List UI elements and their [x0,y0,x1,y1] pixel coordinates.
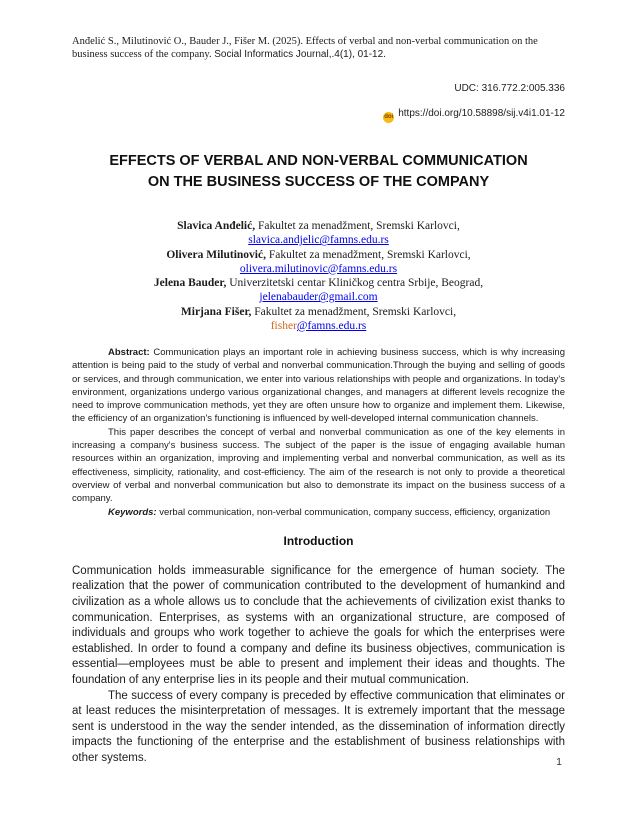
author-name: Olivera Milutinović, [166,248,266,261]
page-number: 1 [556,756,562,768]
abstract-paragraph-2: This paper describes the concept of verbal and nonverbal communication as one of the key elements in increasing a company's business success. The subject of the paper is the issue of engaging available human resources within an organization, improving and implementing verbal and nonverbal communication, as well as its effectiveness, simplicity, rationality, and cost-efficiency. The aim of the research is not only to provide a theoretical overview of verbal and nonverbal communication but also to demonstrate its impact on the business success of a company. [72,426,565,505]
abstract-paragraph-1-text: Communication plays an important role in achieving business success, which is why increasing attention is being paid to the study of verbal and nonverbal communication.Through the buying and selling of goods or services, and through communication, we enter into various relationships with people and organizations. In today's environment, organizations undergo various organizational changes, and managers at different levels recognize the need to improve communication methods, yet they are often unsure how to organize and implement them. Likewise, the efficiency of an organization's functioning is influenced by well-developed internal communication channels. [72,347,565,425]
author-name: Slavica Anđelić, [177,220,256,232]
doi-row [72,107,565,123]
keywords-text: verbal communication, non-verbal communication, company success, efficiency, organization [156,506,551,518]
author-email-row [72,262,565,276]
abstract-label: Abstract: [108,347,150,358]
abstract-paragraph-1 [72,346,565,426]
author-affiliation: Fakultet za menadžment, Sremski Karlovci, [265,248,471,261]
paper-title [72,151,565,193]
abstract-block [72,346,565,519]
author-name: Mirjana Fišer, [180,305,252,318]
header-citation [72,36,565,61]
doi-icon: doi [383,112,394,123]
paper-title-line1: EFFECTS OF VERBAL AND NON-VERBAL COMMUNICATION [109,153,528,169]
introduction-heading: Introduction [283,533,354,548]
author-email-prefix: fisher [270,319,297,332]
author-row [72,276,565,290]
author-affiliation: Univerzitetski centar Kliničkog centra Srbije, Beograd, [226,277,484,289]
author-email-link[interactable]: slavica.andjelic@famns.edu.rs [248,234,389,247]
authors-block [72,219,565,333]
author-row [72,305,565,319]
author-row [72,248,565,262]
author-email-link[interactable]: @famns.edu.rs [296,319,367,332]
author-name: Jelena Bauder, [153,277,227,289]
author-email-row [72,233,565,247]
author-email-link[interactable]: olivera.milutinovic@famns.edu.rs [239,262,398,275]
introduction-paragraph-2: The success of every company is preceded by effective communication that eliminates or at least reduces the misinterpretation of messages. It is extremely important that the message sent is understood in the way the sender intended, as the dissemination of information directly impacts the functioning of the enterprise and the establishment of business relationships with other systems. [72,689,565,764]
author-email-row [72,290,565,304]
author-row [72,219,565,233]
author-affiliation: Fakultet za menadžment, Sremski Karlovci, [255,220,460,232]
doi-link[interactable]: https://doi.org/10.58898/sij.v4i1.01-12 [398,108,565,119]
author-affiliation: Fakultet za menadžment, Sremski Karlovci, [251,305,457,318]
introduction-paragraph-1: Communication holds immeasurable significance for the emergence of human society. The realization that the power of communication contributed to the development of humankind and civilization as a whole allows us to conclude that the achievements of civilization exist thanks to communication. Enterprises, as systems with an organizational structure, are composed of individuals and groups who work together to achieve the goals for which the enterprises were established. In order to found a company and define its business objectives, communication is essential—employees must be able to present and implement their ideas and thoughts. The foundation of any enterprise lies in its people and their mutual communication. [72,564,565,687]
keywords-label: Keywords: [108,506,157,518]
author-email-link[interactable]: jelenabauder@gmail.com [259,291,378,304]
udc-number: UDC: 316.772.2:005.336 [454,83,565,94]
introduction-body [72,564,565,767]
keywords-line [72,506,565,519]
paper-title-line2: ON THE BUSINESS SUCCESS OF THE COMPANY [147,174,490,190]
citation-serif-part: Anđelić S., Milutinović O., Bauder J., Fišer M. (2025). Effects of verbal and non-verbal communication on the business success of the company. [72,36,538,60]
author-email-row [72,319,565,333]
citation-journal-part: Social Informatics Journal,.4(1), 01-12. [214,48,386,60]
